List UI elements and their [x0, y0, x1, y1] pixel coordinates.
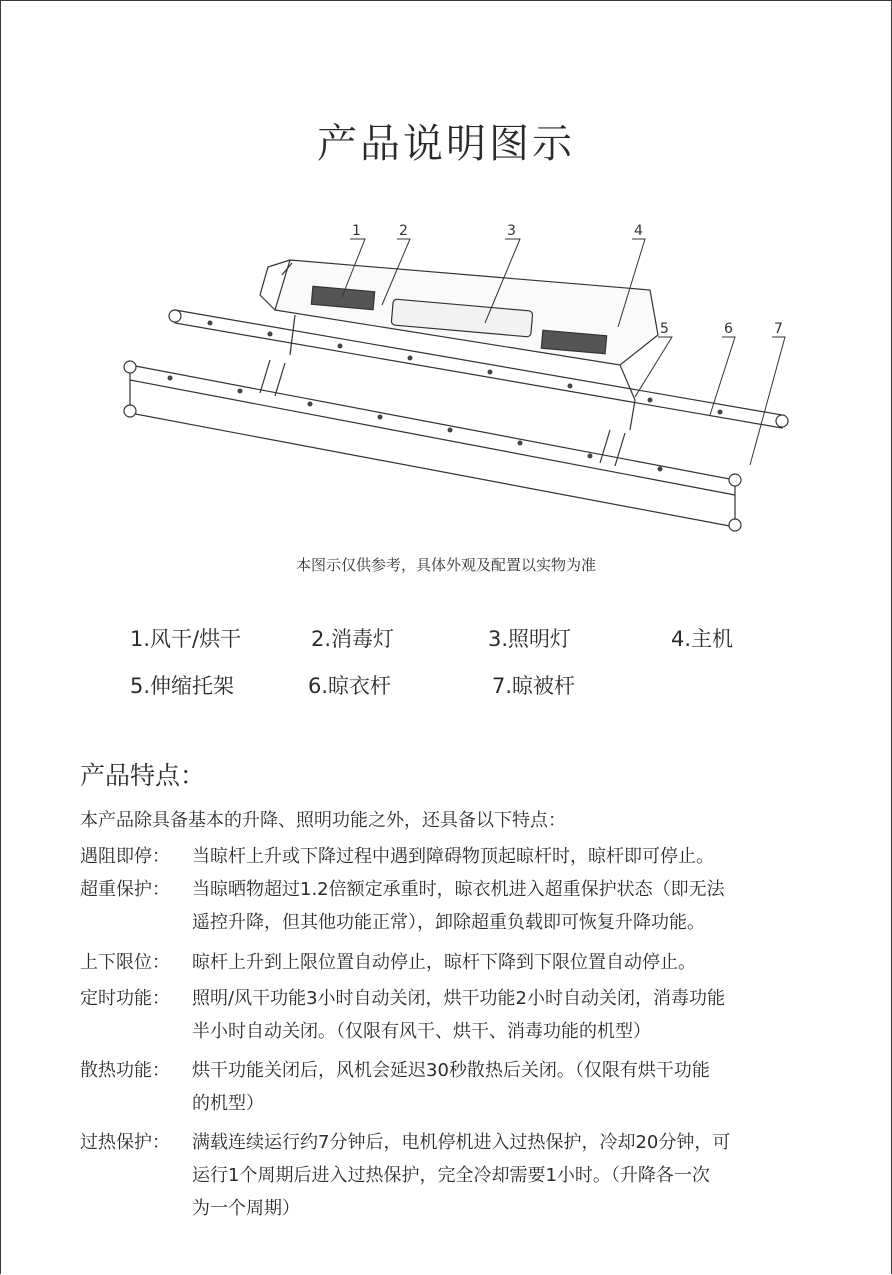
- legend-item: 6.晾衣杆: [308, 674, 392, 698]
- feature-text: 运行1个周期后进入过热保护，完全冷却需要1小时。（升降各一次: [192, 1165, 710, 1186]
- legend-item: 3.照明灯: [488, 627, 572, 651]
- diagram-caption: 本图示仅供参考，具体外观及配置以实物为准: [295, 556, 596, 574]
- feature-label: 散热功能：: [80, 1060, 170, 1081]
- page-title: 产品说明图示: [317, 121, 575, 167]
- feature-text: 遥控升降，但其他功能正常），卸除超重负载即可恢复升降功能。: [192, 912, 705, 933]
- callout-7: 7: [774, 321, 783, 337]
- feature-label: 定时功能：: [80, 988, 170, 1009]
- legend-item: 5.伸缩托架: [130, 674, 235, 698]
- feature-label: 上下限位：: [80, 952, 170, 973]
- feature-text: 照明/风干功能3小时自动关闭，烘干功能2小时自动关闭，消毒功能: [192, 988, 725, 1009]
- legend-item: 2.消毒灯: [311, 627, 395, 651]
- feature-text: 的机型）: [192, 1093, 264, 1114]
- feature-text: 半小时自动关闭。（仅限有风干、烘干、消毒功能的机型）: [192, 1021, 651, 1042]
- quilt-bar: [130, 365, 735, 527]
- feature-timer: [80, 982, 870, 1048]
- feature-text: 满载连续运行约7分钟后，电机停机进入过热保护，冷却20分钟，可: [192, 1132, 731, 1153]
- legend-item: 7.晾被杆: [492, 674, 576, 698]
- feature-text: 晾杆上升到上限位置自动停止，晾杆下降到下限位置自动停止。: [192, 952, 696, 973]
- feature-label: 超重保护：: [80, 879, 170, 900]
- feature-text: 烘干功能关闭后，风机会延迟30秒散热后关闭。（仅限有烘干功能: [192, 1060, 710, 1081]
- feature-limit-positions: [80, 946, 870, 979]
- callout-2: 2: [399, 223, 408, 239]
- callout-4: 4: [634, 223, 643, 239]
- callout-3: 3: [507, 223, 516, 239]
- feature-overheat-protection: [80, 1126, 870, 1225]
- legend-item: 1.风干/烘干: [130, 627, 242, 651]
- callout-1: 1: [352, 223, 361, 239]
- legend-item: 4.主机: [671, 627, 734, 651]
- feature-label: 遇阻即停：: [80, 846, 170, 867]
- feature-label: 过热保护：: [80, 1132, 170, 1153]
- product-diagram: [110, 215, 800, 545]
- features-heading: 产品特点：: [80, 761, 206, 790]
- feature-obstacle-stop: [80, 840, 870, 873]
- feature-text: 当晾杆上升或下降过程中遇到障碍物顶起晾杆时，晾杆即可停止。: [192, 846, 714, 867]
- feature-text: 为一个周期）: [192, 1198, 300, 1219]
- callout-6: 6: [724, 321, 733, 337]
- feature-heat-dissipation: [80, 1054, 870, 1120]
- callout-5: 5: [660, 321, 669, 337]
- feature-text: 当晾晒物超过1.2倍额定承重时，晾衣机进入超重保护状态（即无法: [192, 879, 725, 900]
- feature-overload-protection: [80, 873, 870, 939]
- features-intro: 本产品除具备基本的升降、照明功能之外，还具备以下特点：: [80, 810, 566, 831]
